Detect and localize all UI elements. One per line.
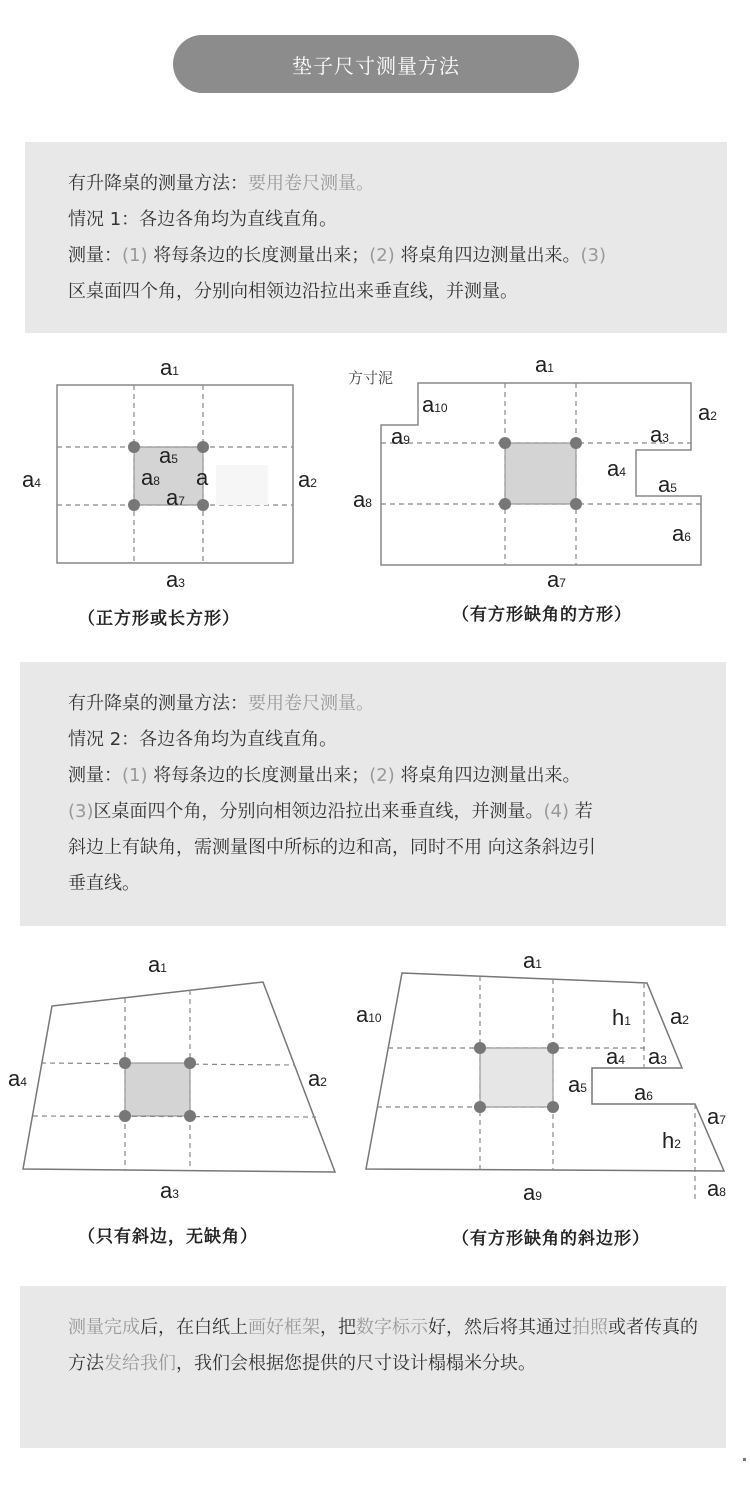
page-title: 垫子尺寸测量方法 xyxy=(173,35,579,93)
svg-text:a8: a8 xyxy=(353,487,372,512)
submit-instructions: 测量完成后，在白纸上画好框架，把数字标示好，然后将其通过拍照或者传真的方法发给我们，我们会根据您提供的尺寸设计榻榻米分块。 xyxy=(68,1317,698,1374)
svg-text:a9: a9 xyxy=(391,424,410,449)
caption-rectangle-notched: （有方形缺角的方形） xyxy=(452,605,632,625)
measure-line: 测量：(1) 将每条边的长度测量出来；(2) 将桌角四边测量出来。 xyxy=(68,765,581,786)
svg-text:a2: a2 xyxy=(308,1066,327,1091)
diagram-rectangle-notched xyxy=(330,345,750,595)
instruction-box-case-1 xyxy=(25,142,727,333)
svg-text:a3: a3 xyxy=(160,1178,179,1203)
diagram-rectangle xyxy=(0,345,330,595)
svg-text:a: a xyxy=(196,465,209,490)
svg-text:a5: a5 xyxy=(658,472,677,497)
svg-text:a2: a2 xyxy=(670,1004,689,1029)
svg-text:a1: a1 xyxy=(148,952,167,977)
measure-line-cont: 区桌面四个角，分别向相领边沿拉出来垂直线，并测量。 xyxy=(68,281,518,302)
method-line: 有升降桌的测量方法：要用卷尺测量。 xyxy=(68,173,374,194)
svg-text:a4: a4 xyxy=(607,456,626,481)
svg-text:a6: a6 xyxy=(672,521,691,546)
svg-text:a10: a10 xyxy=(356,1002,382,1027)
measure-line-cont: 垂直线。 xyxy=(68,873,140,894)
svg-text:a7: a7 xyxy=(547,567,566,592)
svg-text:a10: a10 xyxy=(422,392,448,417)
diagram-slanted-notched xyxy=(350,930,750,1210)
caption-rectangle: （正方形或长方形） xyxy=(78,609,240,629)
svg-text:a1: a1 xyxy=(523,948,542,973)
svg-text:a2: a2 xyxy=(698,400,717,425)
caption-slanted-notched: （有方形缺角的斜边形） xyxy=(452,1229,650,1249)
case-line: 情况 1：各边各角均为直线直角。 xyxy=(68,209,338,230)
svg-text:a5: a5 xyxy=(159,443,178,468)
svg-text:h1: h1 xyxy=(612,1005,631,1030)
case-line: 情况 2：各边各角均为直线直角。 xyxy=(68,729,338,750)
svg-text:a7: a7 xyxy=(166,485,185,510)
svg-text:a3: a3 xyxy=(648,1044,667,1069)
svg-text:a7: a7 xyxy=(707,1104,726,1129)
svg-text:a4: a4 xyxy=(8,1066,27,1091)
svg-text:a3: a3 xyxy=(166,567,185,592)
instruction-box-submit xyxy=(20,1286,726,1448)
decorative-dot xyxy=(743,1458,746,1461)
svg-text:a8: a8 xyxy=(141,465,160,490)
caption-slanted: （只有斜边，无缺角） xyxy=(78,1227,258,1247)
measure-line: 测量：(1) 将每条边的长度测量出来；(2) 将桌角四边测量出来。(3) xyxy=(68,245,606,266)
svg-text:a9: a9 xyxy=(523,1180,542,1205)
diagram-slanted xyxy=(0,930,350,1210)
svg-text:a4: a4 xyxy=(22,467,41,492)
svg-text:a8: a8 xyxy=(707,1176,726,1201)
svg-text:a4: a4 xyxy=(606,1044,625,1069)
watermark-text: 方寸泥 xyxy=(348,369,394,387)
svg-text:a1: a1 xyxy=(535,352,554,377)
method-line: 有升降桌的测量方法：要用卷尺测量。 xyxy=(68,693,374,714)
svg-text:a3: a3 xyxy=(650,422,669,447)
instruction-box-case-2 xyxy=(20,662,726,926)
measure-line-cont: 斜边上有缺角，需测量图中所标的边和高，同时不用 向这条斜边引 xyxy=(68,837,596,858)
svg-text:h2: h2 xyxy=(662,1128,681,1153)
svg-text:a6: a6 xyxy=(634,1080,653,1105)
svg-text:a1: a1 xyxy=(160,355,179,380)
measure-line-cont: (3)区桌面四个角，分别向相领边沿拉出来垂直线，并测量。(4) 若 xyxy=(68,801,593,822)
svg-text:a2: a2 xyxy=(298,467,317,492)
svg-text:a5: a5 xyxy=(568,1072,587,1097)
